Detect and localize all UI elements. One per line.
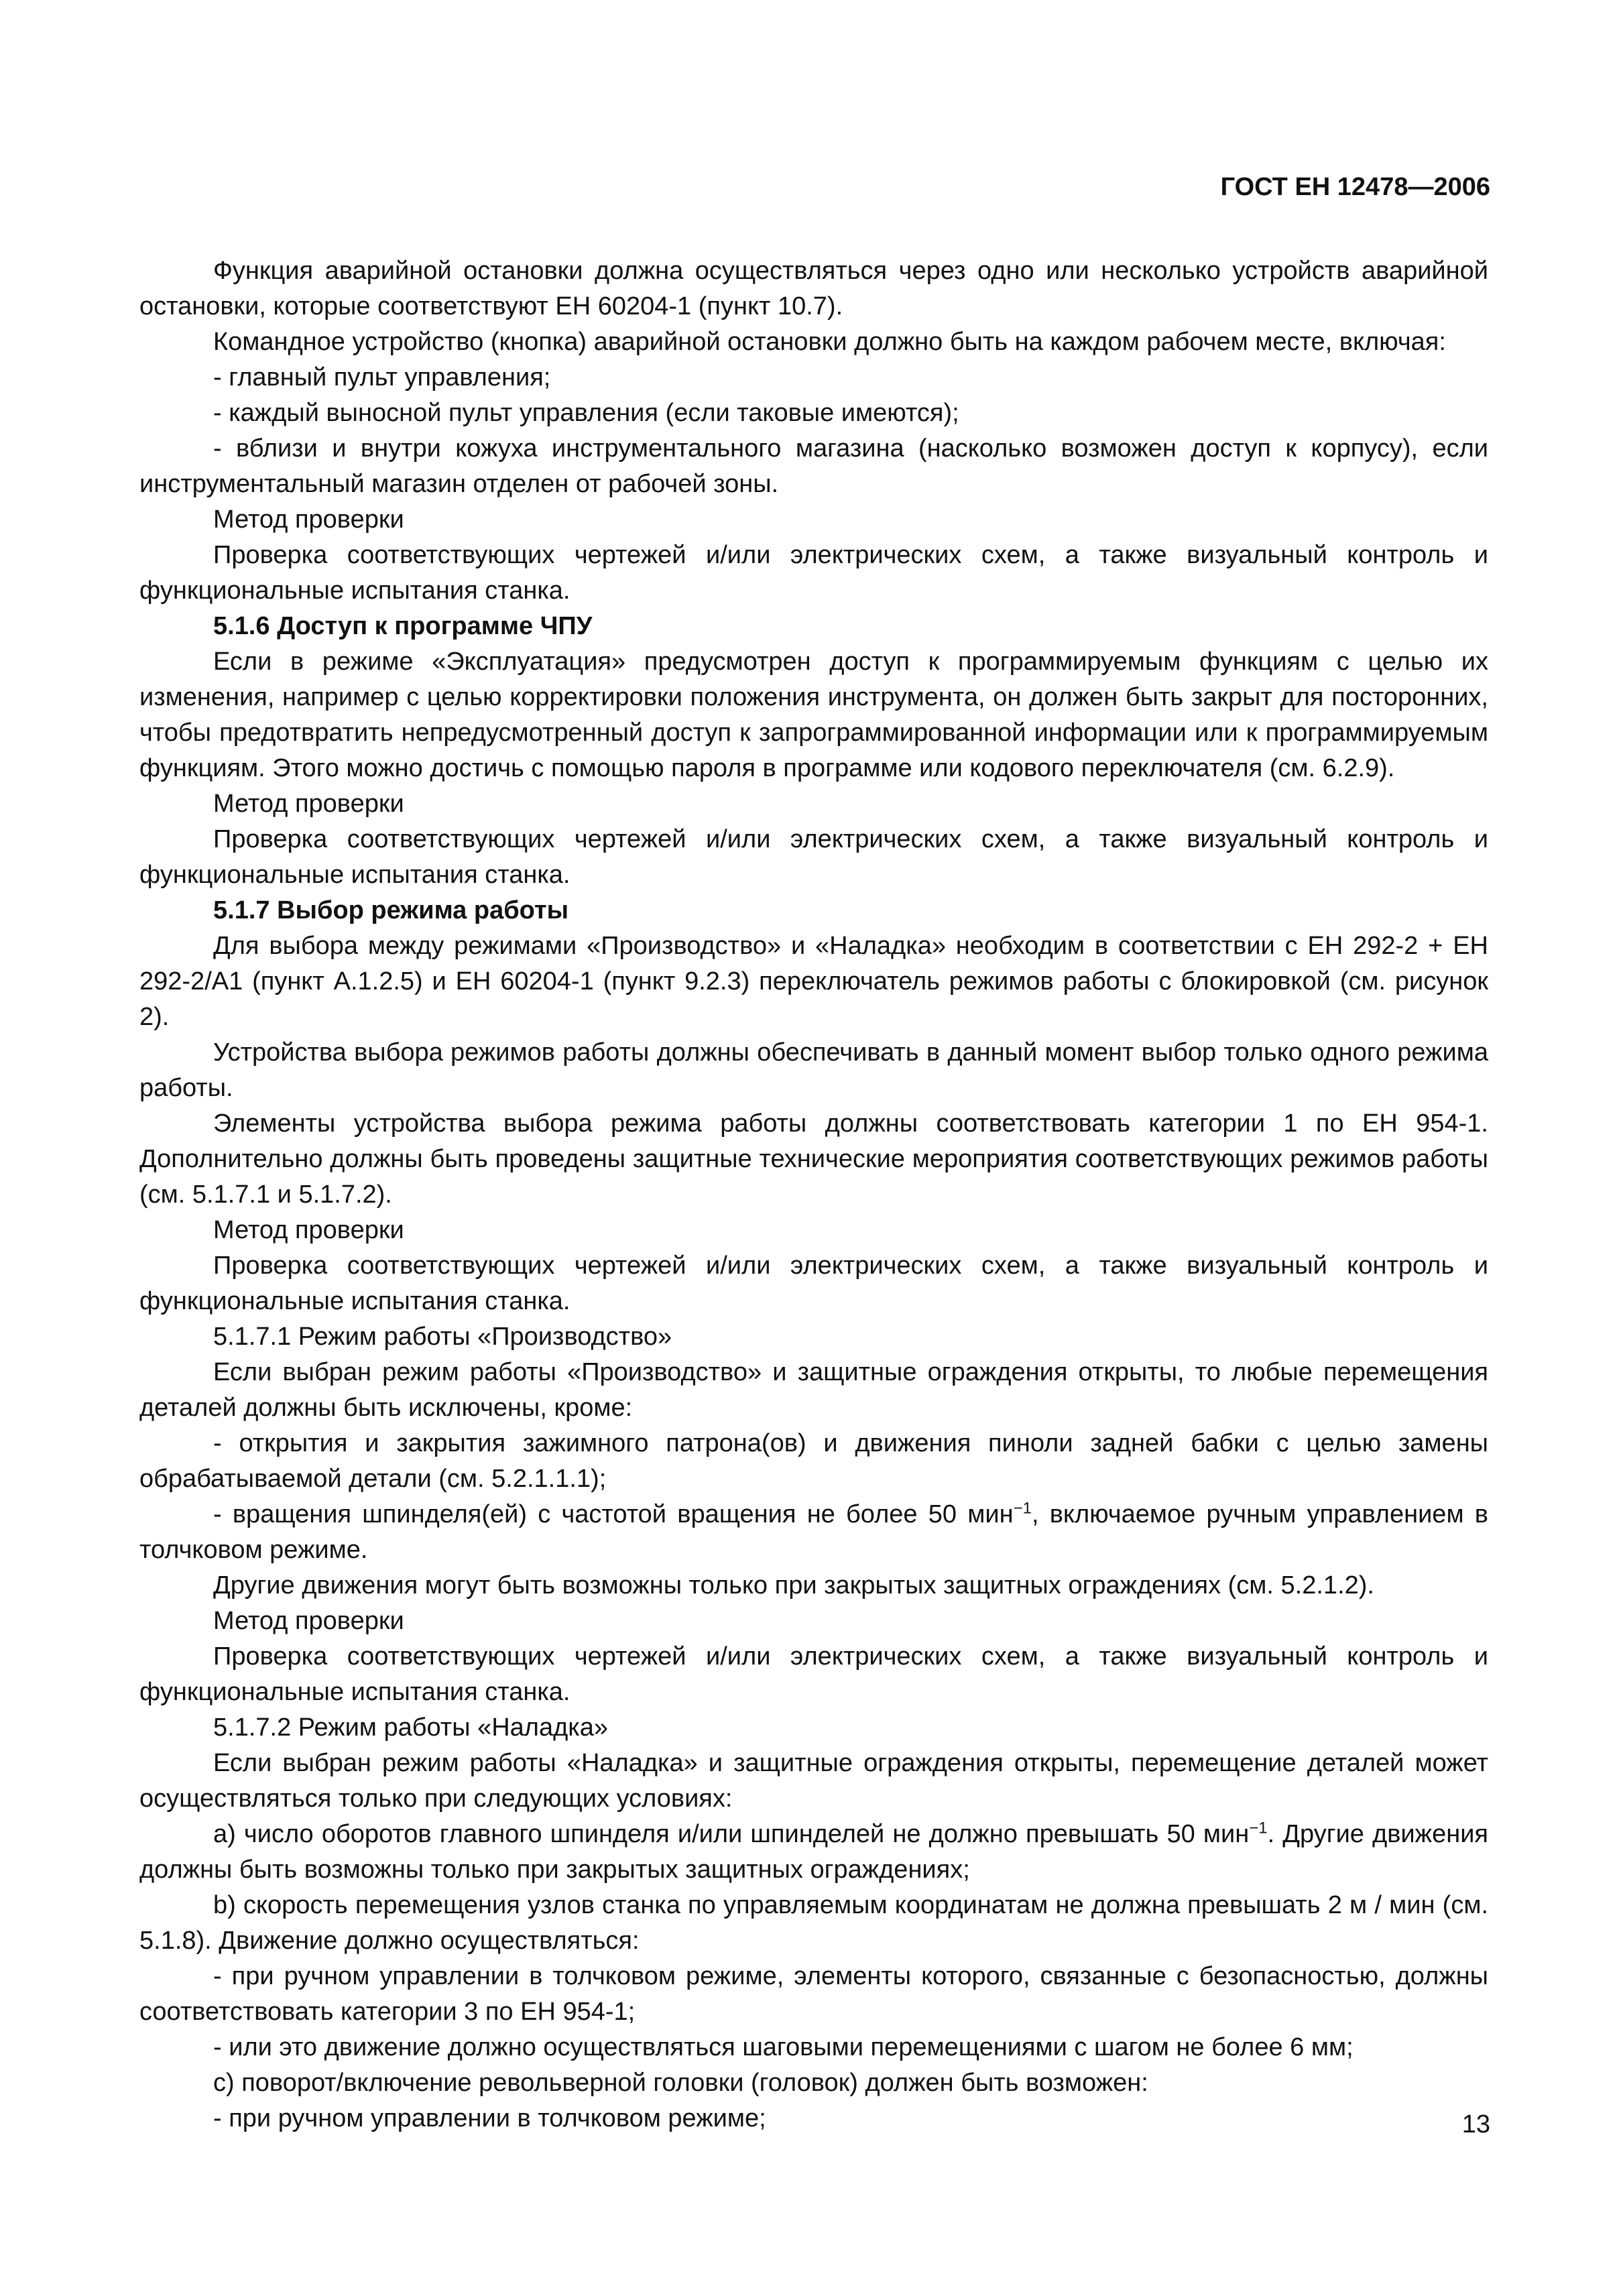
paragraph <box>139 1604 1488 1639</box>
paragraph <box>139 2065 1488 2101</box>
paragraph-text: - вблизи и внутри кожуха инструментального магазина (насколько возможен доступ к корпусу), если инструментальный магазин отделен от рабочей зоны. <box>139 434 1488 498</box>
paragraph-text-continued: , включаемое ручным управлением в толчковом режиме. <box>139 1500 1488 1564</box>
paragraph-text: 5.1.6 Доступ к программе ЧПУ <box>213 612 593 640</box>
paragraph-text: - главный пульт управления; <box>213 363 551 391</box>
paragraph-text: - или это движение должно осуществляться шаговыми перемещениями с шагом не более 6 мм; <box>213 2033 1354 2061</box>
paragraph <box>139 1710 1488 1746</box>
paragraph <box>139 1355 1488 1426</box>
paragraph-text: Проверка соответствующих чертежей и/или электрических схем, а также визуальный контроль и функциональные испытания станка. <box>139 1252 1488 1315</box>
paragraph <box>139 2101 1488 2136</box>
paragraph <box>139 1746 1488 1817</box>
paragraph-text: 5.1.7 Выбор режима работы <box>213 896 569 924</box>
paragraph-text: Устройства выбора режимов работы должны обеспечивать в данный момент выбор только одного режима работы. <box>139 1038 1488 1102</box>
paragraph-text: Метод проверки <box>213 1216 404 1244</box>
paragraph <box>139 786 1488 822</box>
paragraph-text: Если в режиме «Эксплуатация» предусмотрен доступ к программируемым функциям с целью их изменения, например с целью корректировки положения инструмента, он должен быть закрыт для посторонних, чтобы предотвратить непредусмотренный доступ к запрограммированной информации или к программируемым функциям. Этого можно достичь с помощью пароля в программе или кодового переключателя (см. 6.2.9). <box>139 648 1488 782</box>
paragraph-text: Другие движения могут быть возможны только при закрытых защитных ограждениях (см. 5.2.1.2). <box>213 1571 1374 1599</box>
paragraph <box>139 502 1488 538</box>
paragraph-text-continued: . Другие движения должны быть возможны только при закрытых защитных ограждениях; <box>139 1820 1489 1884</box>
paragraph <box>139 1426 1488 1497</box>
paragraph-text: Элементы устройства выбора режима работы должны соответствовать категории 1 по ЕН 954-1. Дополнительно должны быть проведены защитные технические мероприятия соответствующих режимов работы (см. 5.1.7.1 и 5.1.7.2). <box>139 1109 1488 1209</box>
paragraph-text: - вращения шпинделя(ей) с частотой вращения не более 50 мин <box>213 1500 1014 1528</box>
paragraph <box>139 644 1488 786</box>
paragraph-text: - открытия и закрытия зажимного патрона(ов) и движения пиноли задней бабки с целью замены обрабатываемой детали (см. 5.2.1.1.1); <box>139 1429 1488 1493</box>
superscript: −1 <box>1249 1819 1268 1837</box>
paragraph <box>139 1497 1488 1568</box>
paragraph <box>139 1035 1488 1106</box>
paragraph <box>139 1817 1488 1888</box>
paragraph-text: Метод проверки <box>213 505 404 534</box>
paragraph-text: 5.1.7.2 Режим работы «Наладка» <box>213 1713 608 1742</box>
paragraph-text: - при ручном управлении в толчковом режиме; <box>213 2104 766 2132</box>
paragraph <box>139 1568 1488 1604</box>
document-standard-header: ГОСТ ЕН 12478—2006 <box>1220 173 1490 201</box>
section-heading <box>139 609 1488 644</box>
paragraph-text: - при ручном управлении в толчковом режиме, элементы которого, связанные с безопасностью, должны соответствовать категории 3 по ЕН 954-1; <box>139 1962 1488 2026</box>
paragraph-text: Функция аварийной остановки должна осуществляться через одно или несколько устройств аварийной остановки, которые соответствуют ЕН 60204-1 (пункт 10.7). <box>139 257 1488 320</box>
paragraph <box>139 253 1488 324</box>
paragraph-text: Проверка соответствующих чертежей и/или электрических схем, а также визуальный контроль и функциональные испытания станка. <box>139 1642 1488 1706</box>
paragraph-text: Метод проверки <box>213 790 404 818</box>
paragraph <box>139 2030 1488 2065</box>
paragraph <box>139 1106 1488 1213</box>
section-heading <box>139 893 1488 928</box>
paragraph <box>139 1959 1488 2030</box>
paragraph-text: Метод проверки <box>213 1607 404 1635</box>
paragraph-text: Если выбран режим работы «Наладка» и защитные ограждения открыты, перемещение деталей может осуществляться только при следующих условиях: <box>139 1749 1488 1813</box>
paragraph-text: c) поворот/включение револьверной головки (головок) должен быть возможен: <box>213 2069 1148 2097</box>
paragraph <box>139 1248 1488 1319</box>
paragraph <box>139 538 1488 609</box>
document-body <box>139 253 1488 2136</box>
paragraph <box>139 396 1488 431</box>
paragraph-text: - каждый выносной пульт управления (если таковые имеются); <box>213 399 959 427</box>
paragraph <box>139 431 1488 502</box>
paragraph <box>139 324 1488 360</box>
paragraph <box>139 1888 1488 1959</box>
paragraph-text: 5.1.7.1 Режим работы «Производство» <box>213 1323 672 1351</box>
paragraph <box>139 360 1488 396</box>
page-number: 13 <box>1461 2110 1490 2138</box>
paragraph <box>139 1319 1488 1355</box>
paragraph-text: Командное устройство (кнопка) аварийной остановки должно быть на каждом рабочем месте, включая: <box>213 328 1446 356</box>
superscript: −1 <box>1013 1499 1032 1518</box>
paragraph <box>139 1213 1488 1248</box>
paragraph <box>139 928 1488 1035</box>
paragraph-text: a) число оборотов главного шпинделя и/или шпинделей не должно превышать 50 мин <box>213 1820 1250 1848</box>
paragraph-text: Если выбран режим работы «Производство» и защитные ограждения открыты, то любые перемещения деталей должны быть исключены, кроме: <box>139 1358 1488 1422</box>
paragraph-text: b) скорость перемещения узлов станка по управляемым координатам не должна превышать 2 м / мин (см. 5.1.8). Движение должно осуществляться: <box>139 1891 1488 1955</box>
paragraph-text: Проверка соответствующих чертежей и/или электрических схем, а также визуальный контроль и функциональные испытания станка. <box>139 541 1488 605</box>
paragraph <box>139 822 1488 893</box>
paragraph-text: Для выбора между режимами «Производство» и «Наладка» необходим в соответствии с ЕН 292-2 + ЕН 292-2/А1 (пункт А.1.2.5) и ЕН 60204-1 (пункт 9.2.3) переключатель режимов работы с блокировкой (см. рисунок 2). <box>139 932 1488 1031</box>
paragraph-text: Проверка соответствующих чертежей и/или электрических схем, а также визуальный контроль и функциональные испытания станка. <box>139 825 1488 889</box>
paragraph <box>139 1639 1488 1710</box>
